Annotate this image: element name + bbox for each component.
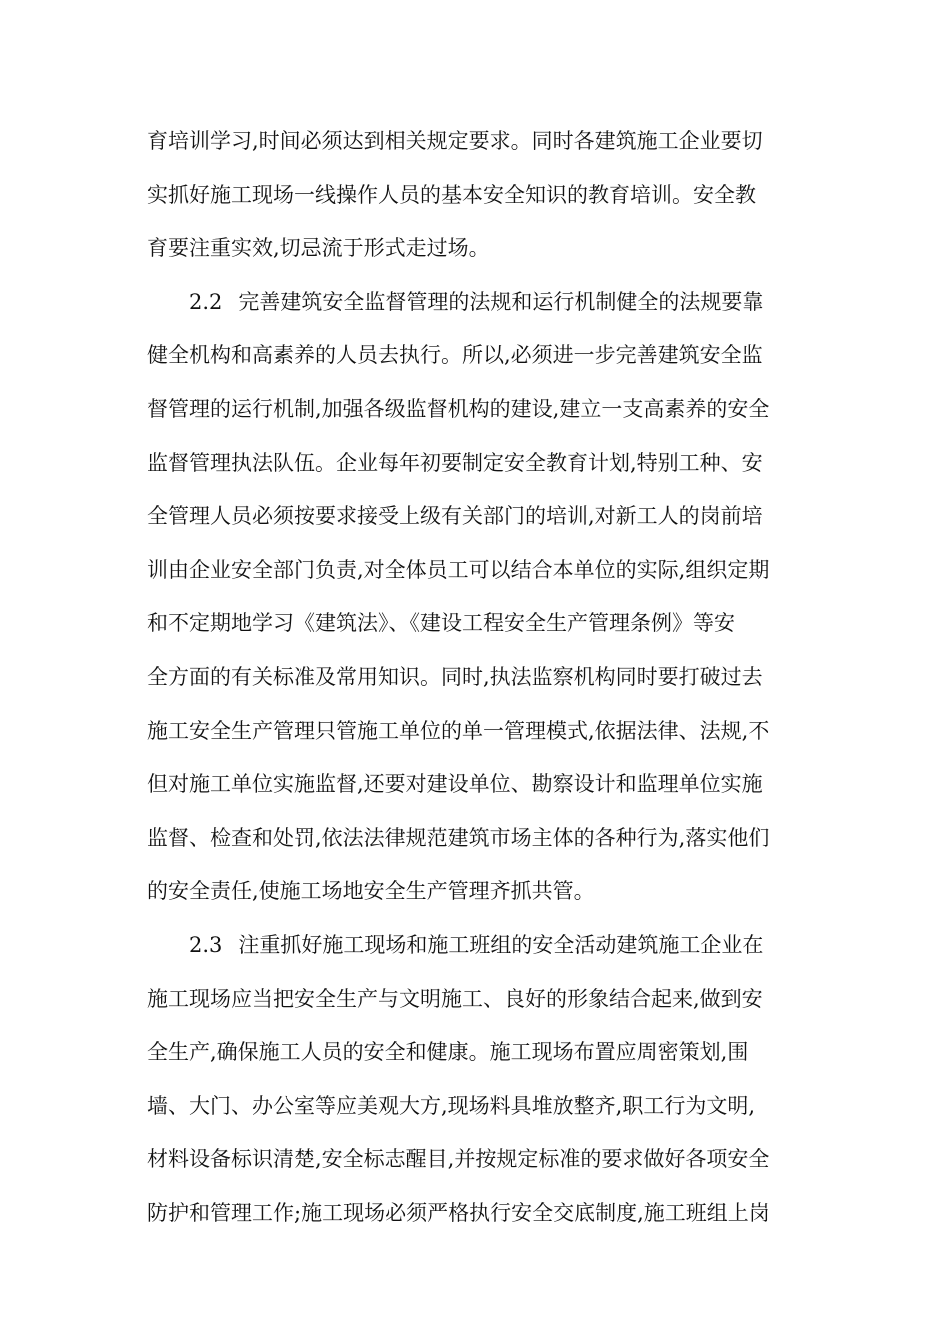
document-body [147, 115, 807, 1240]
paragraph-3-line: 墙、大门、办公室等应美观大方,现场料具堆放整齐,职工行为文明, [147, 1093, 756, 1118]
paragraph-2-line: 和不定期地学习《建筑法》、《建设工程安全生产管理条例》等安 [147, 611, 735, 636]
paragraph-1-line: 实抓好施工现场一线操作人员的基本安全知识的教育培训。安全教 [147, 182, 756, 207]
paragraph-2-line: 全方面的有关标准及常用知识。同时,执法监察机构同时要打破过去 [147, 664, 763, 689]
paragraph-2-line: 施工安全生产管理只管施工单位的单一管理模式,依据法律、法规,不 [147, 718, 770, 743]
paragraph-2-line: 全管理人员必须按要求接受上级有关部门的培训,对新工人的岗前培 [147, 504, 763, 529]
paragraph-2-line: 但对施工单位实施监督,还要对建设单位、勘察设计和监理单位实施 [147, 772, 763, 797]
paragraph-2-line: 健全机构和高素养的人员去执行。所以,必须进一步完善建筑安全监 [147, 343, 763, 368]
paragraph-1-line: 育要注重实效,切忌流于形式走过场。 [147, 236, 490, 261]
paragraph-2-line: 的安全责任,使施工场地安全生产管理齐抓共管。 [147, 879, 595, 904]
paragraph-3-first-line [147, 919, 807, 973]
section-heading-text: 注重抓好施工现场和施工班组的安全活动建筑施工企业在 [238, 932, 764, 957]
section-heading-text: 完善建筑安全监督管理的法规和运行机制健全的法规要靠 [238, 289, 764, 314]
paragraph-3-line: 防护和管理工作;施工现场必须严格执行安全交底制度,施工班组上岗 [147, 1200, 770, 1225]
paragraph-2-line: 监督管理执法队伍。企业每年初要制定安全教育计划,特别工种、安 [147, 450, 763, 475]
section-number-2-2: 2.2 [189, 289, 223, 314]
section-number-2-3: 2.3 [189, 932, 223, 957]
paragraph-2-line: 监督、检查和处罚,依法法律规范建筑市场主体的各种行为,落实他们 [147, 825, 770, 850]
paragraph-2-line: 训由企业安全部门负责,对全体员工可以结合本单位的实际,组织定期 [147, 557, 770, 582]
paragraph-1-line: 育培训学习,时间必须达到相关规定要求。同时各建筑施工企业要切 [147, 129, 763, 153]
paragraph-3-line: 施工现场应当把安全生产与文明施工、良好的形象结合起来,做到安 [147, 986, 763, 1011]
paragraph-3-line: 材料设备标识清楚,安全标志醒目,并按规定标准的要求做好各项安全 [147, 1147, 770, 1172]
paragraph-3-line: 全生产,确保施工人员的安全和健康。施工现场布置应周密策划,围 [147, 1040, 749, 1065]
paragraph-2-line: 督管理的运行机制,加强各级监督机构的建设,建立一支高素养的安全 [147, 396, 770, 421]
paragraph-2-first-line [147, 276, 807, 330]
